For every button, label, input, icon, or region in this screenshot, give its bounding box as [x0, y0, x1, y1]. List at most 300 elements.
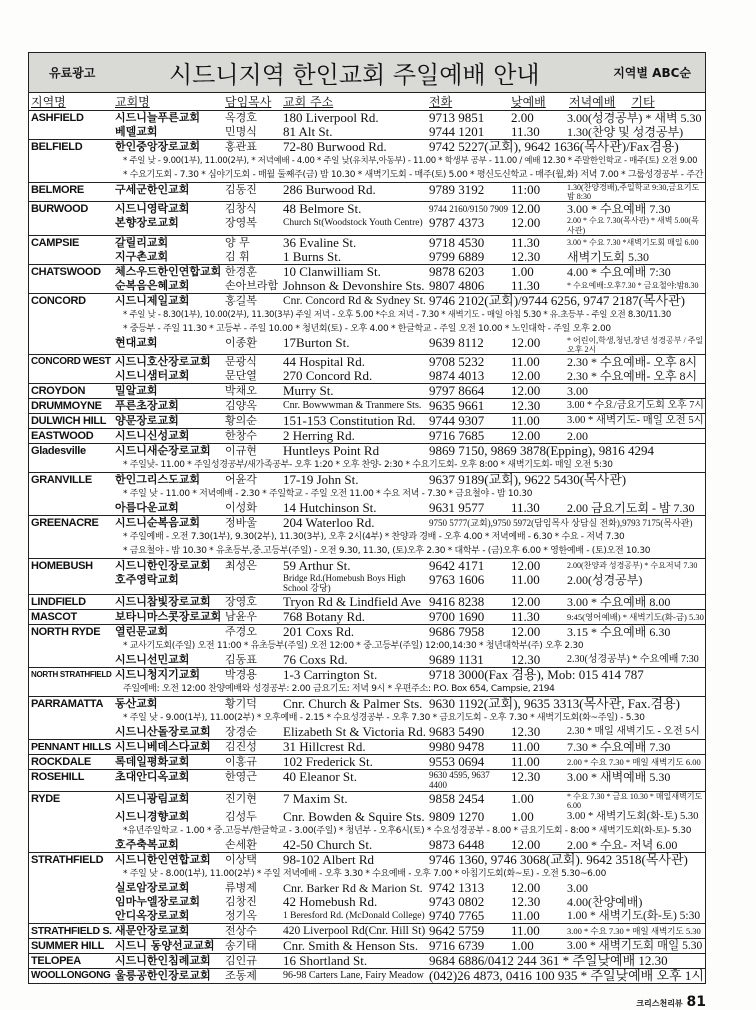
table-row	[29, 895, 705, 909]
table-row	[29, 954, 705, 968]
column-headers	[29, 93, 705, 111]
pastor-cell: 정기옥	[225, 908, 257, 922]
phone-cell: 9716 6739	[429, 937, 485, 953]
noon-cell: 12.00	[511, 383, 541, 399]
church-cell: 시드니제일교회	[115, 293, 190, 307]
evening-cell: 3.00 * 새벽예배 5.30	[567, 769, 671, 784]
address-cell: 201 Coxs Rd.	[283, 623, 355, 639]
note-row	[29, 530, 705, 544]
service-notes: 주일예배: 오전 12:00 찬양예배와 성경공부: 2.00 금요기도: 저녁 9시 * 우편주소: P.O. Box 654, Campsie, 2194	[123, 683, 555, 694]
table-row	[29, 414, 705, 428]
address-cell: 1 Beresford Rd. (McDonald College)	[283, 910, 425, 921]
pastor-cell: 김창진	[225, 894, 257, 908]
table-row	[29, 444, 705, 458]
church-cell: 시드니광림교회	[115, 791, 190, 805]
church-cell: 한인중앙장로교회	[115, 140, 201, 153]
phone-cell: 9750 5777(교회),9750 5972(담임목사 상담실 전화),9793 7175(목사관)	[429, 518, 693, 529]
noon-cell: 11.00	[511, 354, 540, 370]
church-cell: 열린문교회	[115, 624, 169, 638]
pastor-cell: 홍길복	[225, 293, 257, 307]
evening-cell: * 어린이,학생,청년,장년 성경공부 / 주일 오후 2시	[567, 335, 704, 354]
region-name: STRATHFIELD S.	[31, 924, 112, 937]
address-cell: Murry St.	[283, 383, 334, 399]
table-row	[29, 853, 705, 867]
phone-cell: 9980 9478	[429, 738, 485, 754]
table-row	[29, 909, 705, 923]
region-group	[29, 111, 705, 140]
pastor-cell: 김동진	[225, 183, 257, 196]
address-cell: Cnr. Barker Rd & Marion St.	[283, 880, 423, 895]
church-cell: 시드니영락교회	[115, 202, 190, 216]
address-cell: 96-98 Carters Lane, Fairy Meadow	[283, 969, 424, 981]
phone-cell: 9716 7685	[429, 428, 485, 444]
church-cell: 울릉공한인장로교회	[115, 968, 211, 982]
phone-cell: (042)26 4873, 0416 100 935 * 주일낮예배 오후 1시	[429, 967, 704, 983]
pastor-cell: 김성두	[225, 809, 257, 823]
region-group	[29, 355, 705, 384]
address-cell: 76 Coxs Rd.	[283, 651, 348, 667]
region-name: CONCORD WEST	[31, 356, 111, 368]
church-cell: 임마누엘장로교회	[115, 894, 201, 908]
ad-label: 유료광고	[49, 66, 96, 80]
col-region: 지역명	[31, 95, 66, 109]
phone-cell: 9746 1360, 9746 3068(교회). 9642 3518(목사관)	[429, 851, 688, 867]
phone-cell: 9637 9189(교회), 9622 5430(목사관)	[429, 472, 627, 488]
phone-cell: 9630 1192(교회), 9635 3313(목사관, Fax.겸용)	[429, 695, 680, 711]
pastor-cell: 주경오	[225, 624, 257, 638]
region-group	[29, 559, 705, 595]
phone-cell: 9787 4373	[429, 215, 485, 231]
service-notes: * 주일 낮 - 8.00(1부), 11.00(2부) * 주일 저녁예배 - 오후 3.30 * 수요예배 - 오후 7.00 * 아침기도회(화~토) - 오전 5.30~6.00	[123, 868, 607, 879]
church-cell: 본향장로교회	[115, 216, 179, 230]
banner	[29, 53, 705, 93]
church-cell: 아름다운교회	[115, 501, 179, 515]
church-cell: 시드니늘푸른교회	[115, 111, 201, 124]
service-notes: * 중등부 - 주일 11.30 * 고등부 - 주일 10.00 * 청년회(토) - 오후 4.00 * 한글학교 - 주일 오전 10.00 * 노인대학 - 주일 오후 2.00	[123, 323, 611, 334]
table-row	[29, 516, 705, 530]
noon-cell: 12.00	[511, 623, 541, 639]
table-row	[29, 399, 705, 413]
evening-cell: 2.30 * 수요예배- 오후 8시	[567, 355, 698, 370]
church-cell: 시드니선민교회	[115, 652, 190, 666]
church-cell: 새문안장로교회	[115, 923, 190, 937]
noon-cell: 12.00	[511, 558, 541, 574]
pastor-cell: 옥경호	[225, 111, 257, 124]
church-cell: 실로암장로교회	[115, 880, 190, 894]
publication-name: 크리스천리뷰	[636, 999, 683, 1008]
phone-cell: 9873 6448	[429, 836, 485, 852]
evening-cell: 2.30 * 매일 새벽기도 - 오전 5시	[567, 725, 700, 737]
col-pastor: 담임목사	[225, 95, 272, 109]
pastor-cell: 장영복	[225, 216, 257, 230]
address-cell: 17Burton St.	[283, 334, 350, 350]
pastor-cell: 장경순	[225, 724, 257, 738]
church-cell: 호주영락교회	[115, 573, 179, 587]
region-name: BELMORE	[31, 184, 84, 196]
address-cell: Elizabeth St & Victoria Rd.	[283, 723, 427, 739]
pastor-cell: 한영근	[225, 769, 257, 783]
phone-cell: 9416 8238	[429, 593, 485, 609]
evening-cell: 9:45(영어예배) * 새벽기도(화-금) 5.30	[567, 611, 704, 622]
evening-cell: 7.30 * 수요예배 7.30	[567, 739, 671, 754]
address-cell: 42-50 Church St.	[283, 836, 373, 852]
evening-cell: 2.00 금요기도회 - 밤 7.30	[567, 501, 695, 516]
phone-cell: 9744 9307	[429, 413, 485, 429]
table-row	[29, 969, 705, 983]
region-name: DRUMMOYNE	[31, 400, 102, 413]
evening-cell: 3.00 * 새벽기도회(화-토) 5.30	[567, 810, 699, 822]
sort-label: 지역별 ABC순	[613, 66, 691, 80]
region-group	[29, 770, 705, 792]
region-group	[29, 969, 705, 983]
phone-cell: 9742 1313	[429, 879, 485, 895]
phone-cell: 9553 0694	[429, 753, 485, 769]
noon-cell: 11.00	[511, 738, 540, 754]
pastor-cell: 이성화	[225, 501, 257, 515]
note-row	[29, 711, 705, 725]
note-row	[29, 867, 705, 881]
address-cell: 1-3 Carrington St.	[283, 666, 378, 682]
region-group	[29, 429, 705, 444]
noon-cell: 1.00	[511, 263, 534, 279]
address-cell: 180 Liverpool Rd.	[283, 110, 379, 125]
table-body	[29, 111, 705, 983]
address-cell: 1 Burns St.	[283, 248, 342, 264]
address-cell: 14 Hutchinson St.	[283, 500, 377, 516]
phone-cell: 9742 5227(교회), 9642 1636(목사관)/Fax겸용)	[429, 139, 679, 154]
region-name: HOMEBUSH	[31, 560, 93, 573]
table-row	[29, 429, 705, 443]
pastor-cell: 양 무	[225, 235, 250, 249]
region-name: PENNANT HILLS	[31, 740, 112, 753]
pastor-cell: 정바울	[225, 516, 257, 530]
noon-cell: 12.30	[511, 893, 541, 909]
address-cell: Cnr. Smith & Henson Sts.	[283, 937, 419, 953]
pastor-cell: 박채오	[225, 384, 257, 398]
address-cell: 204 Waterloo Rd.	[283, 515, 375, 531]
church-cell: 호주축복교회	[115, 837, 179, 851]
evening-cell: 2.00 * 수요- 저녁 6.00	[567, 837, 678, 852]
service-notes: * 금요철야 - 밤 10.30 * 유초등부,중.고등부(주일) - 오전 9.30, 11.30, (토)오후 2.30 * 대학부 - (금)오후 6.00 * 영한예배 - (토)오전 10.30	[123, 546, 651, 557]
church-cell: 현대교회	[115, 335, 158, 349]
page-footer	[636, 994, 706, 1010]
region-name: CROYDON	[31, 385, 86, 398]
address-cell: 7 Maxim St.	[283, 790, 348, 806]
phone-cell: 9686 7958	[429, 623, 485, 639]
table-row	[29, 881, 705, 895]
phone-cell: 9689 1131	[429, 651, 484, 667]
region-name: LINDFIELD	[31, 595, 86, 608]
church-cell: 체스우드한인연합교회	[115, 264, 222, 278]
phone-cell: 9630 4595, 9637 4400	[429, 769, 490, 791]
address-cell: 72-80 Burwood Rd.	[283, 139, 387, 154]
region-name: CAMPSIE	[31, 236, 80, 249]
pastor-cell: 김인규	[225, 953, 257, 967]
church-cell: 안디옥장로교회	[115, 908, 190, 922]
church-cell: 초대안디옥교회	[115, 769, 190, 783]
table-row	[29, 279, 705, 293]
region-name: DULWICH HILL	[31, 415, 107, 428]
church-cell: 갈릴리교회	[115, 235, 169, 249]
table-row	[29, 610, 705, 624]
noon-cell: 1.00	[511, 790, 534, 806]
pastor-cell: 이상택	[225, 852, 257, 866]
noon-cell: 11.00	[511, 753, 540, 769]
note-row	[29, 824, 705, 838]
noon-cell: 12.30	[511, 723, 541, 739]
col-address: 교회 주소	[283, 95, 334, 109]
pastor-cell: 황의순	[225, 414, 257, 428]
pastor-cell: 황기덕	[225, 696, 257, 710]
church-cell: 시드니샘터교회	[115, 369, 190, 383]
region-name: NORTH STRATHFIELD	[31, 669, 112, 679]
address-cell: Bridge Rd.(Homebush Boys High School 강당)	[283, 573, 406, 594]
table-row	[29, 355, 705, 369]
service-notes: * 주일 낮 - 11.00 * 저녁예배 - 2.30 * 주일학교 - 주일 오전 11.00 * 수요 저녁 - 7.30 * 금요철야 - 밤 10.30	[123, 489, 533, 500]
noon-cell: 12.00	[511, 593, 541, 609]
region-group	[29, 853, 705, 924]
address-cell: 768 Botany Rd.	[283, 608, 365, 624]
church-directory-table	[28, 52, 706, 984]
address-cell: 59 Arthur St.	[283, 558, 351, 574]
table-row	[29, 924, 705, 938]
note-row	[29, 308, 705, 322]
table-row	[29, 265, 705, 279]
evening-cell: 3.00(성경공부) * 새벽 5.30	[567, 111, 702, 125]
phone-cell: 9858 2454	[429, 790, 485, 806]
table-row	[29, 595, 705, 609]
service-notes: * 주일예배 - 오전 7.30(1부), 9.30(2부), 11.30(3부), 오후 2시(4부) * 찬양과 경배 - 오후 4.00 * 저녁예배 - 6.30 * 수요 - 저녁 7.30	[123, 532, 625, 543]
pastor-cell: 이홍규	[225, 754, 257, 768]
noon-cell: 12.00	[511, 334, 541, 350]
region-name: MASCOT	[31, 610, 77, 623]
church-cell: 시드니참빛장로교회	[115, 594, 211, 608]
phone-cell: 9797 8664	[429, 383, 485, 399]
evening-cell: 1.30(찬양 및 성경공부)	[567, 125, 684, 139]
pastor-cell: 전상수	[225, 923, 257, 937]
phone-cell: 9789 3192	[429, 182, 485, 197]
table-row	[29, 725, 705, 739]
address-cell: 16 Shortland St.	[283, 952, 368, 968]
pastor-cell: 김양옥	[225, 399, 257, 413]
phone-cell: 9878 6203	[429, 263, 485, 279]
region-name: EASTWOOD	[31, 430, 94, 443]
service-notes: * 주일 낮 - 9.00(1부), 11.00(2부), * 저녁예배 - 4.00 * 주일 낮(유치부,아동부) - 11.00 * 학생부 공부 - 11.00 / 예배 12.30 * 주말한인학교 - 매주(토) 오전 9.00	[123, 156, 698, 166]
phone-cell: 9718 3000(Fax 겸용), Mob: 015 414 787	[429, 666, 644, 682]
col-other: 기타	[631, 95, 655, 109]
noon-cell: 12.00	[511, 879, 541, 895]
region-group	[29, 265, 705, 294]
phone-cell: 9631 9577	[429, 500, 485, 516]
address-cell: Cnr. Church & Palmer Sts.	[283, 695, 423, 711]
address-cell: 36 Evaline St.	[283, 234, 357, 250]
page-title: 시드니지역 한인교회 주일예배 안내	[168, 61, 540, 89]
note-row	[29, 168, 705, 182]
phone-cell: 9743 0802	[429, 893, 485, 909]
region-name: BELFIELD	[31, 141, 83, 153]
pastor-cell: 송기태	[225, 938, 257, 952]
pastor-cell: 남윤우	[225, 609, 257, 623]
pastor-cell: 이종환	[225, 335, 257, 349]
noon-cell: 11.30	[511, 500, 540, 516]
page-number: 81	[686, 994, 706, 1010]
church-cell: 시드니 동양선교교회	[115, 938, 215, 952]
church-cell: 시드니한인침례교회	[115, 953, 211, 967]
table-row	[29, 625, 705, 639]
region-group	[29, 384, 705, 399]
note-row	[29, 458, 705, 472]
pastor-cell: 한창수	[225, 429, 257, 443]
region-name: TELOPEA	[31, 954, 81, 967]
service-notes: * 주일 낮 - 9.00(1부), 11.00(2부) * 오후예배 - 2.15 * 수요성경공부 - 오후 7.30 * 금요기도회 - 오후 7.30 * 새벽기도회(화~주일) - 5.30	[123, 712, 645, 723]
address-cell: Cnr. Bowwwman & Tranmere Sts.	[283, 400, 422, 412]
phone-cell: 9799 6889	[429, 248, 485, 264]
pastor-cell: 김동표	[225, 652, 257, 666]
table-row	[29, 573, 705, 594]
evening-cell: 2.00 * 수요 7.30 * 매일 새벽기도 6.00	[567, 756, 701, 767]
table-row	[29, 740, 705, 754]
region-name: PARRAMATTA	[31, 697, 104, 710]
noon-cell: 12.30	[511, 248, 541, 264]
note-row	[29, 544, 705, 558]
phone-cell: 9639 8112	[429, 334, 484, 350]
region-name: CHATSWOOD	[31, 265, 101, 278]
evening-cell: 3.00 * 수요/금요기도회 오후 7시	[567, 400, 704, 412]
phone-cell: 9763 1606	[429, 572, 485, 588]
region-name: ROCKDALE	[31, 755, 91, 768]
address-cell: 10 Clanwilliam St.	[283, 263, 381, 279]
church-cell: 록데일평화교회	[115, 754, 190, 768]
pastor-cell: 홍관표	[225, 140, 257, 153]
pastor-cell: 진기현	[225, 791, 257, 805]
phone-cell: 9635 9661	[429, 398, 485, 414]
address-cell: 40 Eleanor St.	[283, 768, 358, 784]
region-group	[29, 740, 705, 755]
phone-cell: 9683 5490	[429, 723, 485, 739]
col-evening: 저녁예배	[569, 95, 616, 109]
table-row	[29, 294, 705, 308]
note-row	[29, 487, 705, 501]
pastor-cell: 어윤각	[225, 473, 257, 487]
region-group	[29, 939, 705, 954]
region-group	[29, 954, 705, 969]
table-row	[29, 125, 705, 139]
address-cell: 81 Alt St.	[283, 124, 333, 139]
address-cell: Cnr. Concord Rd & Sydney St.	[283, 294, 426, 307]
service-notes: * 수요기도회 - 7.30 * 심야기도회 - 매월 둘째주(금) 밤 10.30 * 새벽기도회 - 매주(토) 5.00 * 평신도신학교 - 매주(월,화) 저녁 7.00 * 그룹성경공부 - 주간	[123, 170, 704, 180]
pastor-cell: 최성은	[225, 559, 257, 573]
church-cell: 시드니경향교회	[115, 809, 190, 823]
region-group	[29, 792, 705, 853]
evening-cell: * 수요 7.30 * 금요 10.30 * 매일새벽기도 6.00	[567, 791, 703, 810]
region-group	[29, 399, 705, 414]
pastor-cell: 박경용	[225, 667, 257, 681]
address-cell: Johnson & Devonshire Sts.	[283, 277, 425, 293]
church-cell: 시드니호산장로교회	[115, 355, 211, 369]
church-cell: 양문장로교회	[115, 414, 179, 428]
address-cell: 31 Hillcrest Rd.	[283, 738, 366, 754]
pastor-cell: 손세환	[225, 837, 257, 851]
address-cell: Huntleys Point Rd	[283, 443, 380, 459]
service-notes: * 주일낮- 11.00 * 주일성경공부/새가족공부- 오후 1:20 * 오후 찬양- 2:30 * 수요기도회- 오후 8:00 * 새벽기도회- 매일 오전 5:30	[123, 460, 613, 471]
table-row	[29, 236, 705, 250]
address-cell: 2 Herring Rd.	[283, 428, 355, 444]
region-name: STRATHFIELD	[31, 853, 104, 866]
region-group	[29, 668, 705, 697]
service-notes: * 주일 낮 - 8.30(1부), 10.00(2부), 11.30(3부) 주일 저녁 - 오후 5.00 *수요 저녁 - 7.30 * 새벽기도 - 매일 아침 5.30 * 유.초등부 - 주일 오전 8.30/11.30	[123, 309, 671, 320]
table-row	[29, 559, 705, 573]
address-cell: 420 Liverpool Rd(Cnr. Hill St)	[283, 924, 426, 937]
noon-cell: 11.00	[511, 572, 540, 588]
table-row	[29, 838, 705, 852]
evening-cell: 3.00 * 새벽기도- 매일 오전 5시	[567, 415, 704, 427]
church-cell: 보타니마스콧장로교회	[115, 609, 222, 623]
noon-cell: 12.00	[511, 368, 541, 384]
table-row	[29, 183, 705, 201]
noon-cell: 12.30	[511, 768, 541, 784]
evening-cell: 1.30(찬양경배),주일학교 9:30,금요기도 밤 8:30	[567, 183, 700, 202]
noon-cell: 11.00	[511, 413, 540, 429]
evening-cell: 2.30(성경공부) * 수요예배 7:30	[567, 653, 699, 665]
pastor-cell: 김진성	[225, 739, 257, 753]
region-group	[29, 444, 705, 473]
noon-cell: 2.00	[511, 110, 534, 125]
evening-cell: 4.00(찬양예배)	[567, 894, 643, 909]
region-name: RYDE	[31, 792, 60, 805]
table-row	[29, 202, 705, 216]
address-cell: Cnr. Bowden & Squire Sts.	[283, 808, 425, 824]
address-cell: 48 Belmore St.	[283, 201, 362, 217]
church-cell: 시드니한인장로교회	[115, 559, 211, 573]
phone-cell: 9642 5759	[429, 922, 485, 938]
region-group	[29, 516, 705, 559]
evening-cell: * 수요예배:오후7.30 * 금요철야:밤8.30	[567, 280, 699, 290]
note-row	[29, 322, 705, 336]
evening-cell: 3.00 * 새벽기도회 매일 5.30	[567, 939, 703, 952]
phone-cell: 9874 4013	[429, 368, 485, 384]
evening-cell: 2.00(찬양과 성경공부) * 수요저녁 7.30	[567, 561, 698, 571]
table-row	[29, 216, 705, 234]
evening-cell: 2.30 * 수요예배- 오후 8시	[567, 369, 698, 384]
region-name: Gladesville	[31, 445, 86, 458]
col-phone: 전화	[429, 95, 453, 109]
noon-cell: 11:00	[511, 182, 541, 197]
col-noon: 낮예배	[511, 95, 546, 109]
region-group	[29, 595, 705, 610]
region-group	[29, 236, 705, 265]
evening-cell: 3.00 * 수요 7.30 *새벽기도회 매일 6.00	[567, 237, 699, 247]
address-cell: 270 Concord Rd.	[283, 368, 373, 384]
address-cell: 98-102 Albert Rd	[283, 851, 374, 867]
service-notes: *유년주일학교 - 1.00 * 중.고등부/한글학교 - 3.00(주일) * 청년부 - 오후6시(토) * 수요성경공부 - 8.00 * 금요기도회 - 8:00 * 새벽기도회(화-토)- 5.30	[123, 825, 692, 836]
address-cell: 286 Burwood Rd.	[283, 182, 376, 197]
region-name: GRANVILLE	[31, 474, 92, 487]
church-cell: 시드니산돌장로교회	[115, 724, 211, 738]
table-row	[29, 697, 705, 711]
col-church: 교회명	[115, 95, 150, 109]
noon-cell: 11.30	[511, 277, 540, 293]
address-cell: 44 Hospital Rd.	[283, 354, 365, 370]
noon-cell: 1.00	[511, 937, 534, 953]
church-cell: 시드니새순장로교회	[115, 444, 211, 458]
church-cell: 시드니순복음교회	[115, 516, 201, 530]
region-group	[29, 755, 705, 770]
noon-cell: 11.30	[511, 608, 540, 624]
evening-cell: 3.15 * 수요예배 6.30	[567, 624, 671, 639]
noon-cell: 12.00	[511, 836, 541, 852]
address-cell: 151-153 Constitution Rd.	[283, 413, 416, 429]
pastor-cell: 문광식	[225, 355, 257, 369]
